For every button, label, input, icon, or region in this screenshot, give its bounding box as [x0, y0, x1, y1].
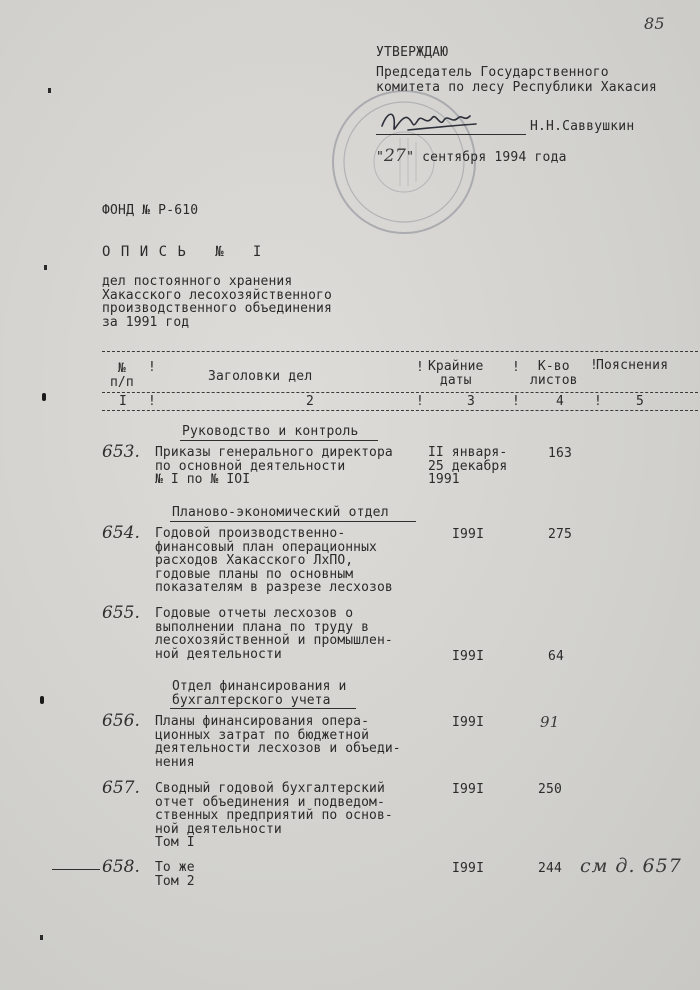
inventory-description: дел постоянного хранения Хакасского лесохозяйственного производственного объединения за 1991 год [102, 274, 332, 330]
case-title: Приказы генерального директора по основной деятельности № I по № IOI [155, 445, 393, 487]
section-underline [170, 708, 356, 709]
date-rest: сентября 1994 года [422, 150, 567, 165]
case-title: Сводный годовой бухгалтерский отчет объединения и подведом- ственных предприятий по основ- ной деятельности Том I [155, 781, 393, 850]
col-number-4: 4 [556, 394, 565, 409]
signature-line [376, 134, 526, 135]
binding-hole-mark [40, 696, 44, 704]
col-separator-1: ! [148, 394, 157, 409]
header-separator-3: ! [512, 360, 521, 375]
case-dates: I99I [452, 649, 485, 664]
approval-position-line1: Председатель Государственного [376, 65, 609, 80]
case-sheets: 244 [538, 861, 563, 876]
col-separator-2: ! [416, 394, 425, 409]
header-top-rule [102, 351, 698, 352]
case-sheets: 64 [548, 649, 565, 664]
case-number: 654. [102, 523, 140, 543]
fond-number: ФОНД № Р-610 [102, 203, 199, 218]
case-dates: I99I [452, 527, 485, 542]
section-title: Отдел финансирования и бухгалтерского учета [172, 679, 347, 708]
case-title: Планы финансирования опера- ционных затрат по бюджетной деятельности лесхозов и объеди- нения [155, 714, 401, 770]
col-number-1: I [119, 394, 128, 409]
handwritten-signature [378, 104, 488, 138]
col-number-3: 3 [467, 394, 476, 409]
header-mid-rule [102, 392, 698, 393]
header-bottom-rule [102, 410, 698, 411]
header-separator-1: ! [148, 360, 157, 375]
section-underline [170, 521, 416, 522]
case-number: 656. [102, 711, 140, 731]
page-number: 85 [644, 14, 665, 33]
col-number-2: 2 [306, 394, 315, 409]
margin-speck [40, 935, 43, 940]
case-number: 657. [102, 778, 140, 798]
col-separator-3: ! [512, 394, 521, 409]
inventory-title: О П И С Ь № I [102, 244, 263, 260]
col-separator-4: ! [594, 394, 603, 409]
case-title: Годовые отчеты лесхозов о выполнении плана по труду в лесохозяйственной и промышлен- ной деятельности [155, 606, 393, 662]
header-separator-4: ! [590, 358, 599, 373]
section-title: Руководство и контроль [182, 424, 359, 439]
case-number: 653. [102, 442, 140, 462]
case-title: То же Том 2 [155, 860, 195, 889]
case-dates: I99I [452, 782, 485, 797]
margin-pointer-line [52, 869, 100, 870]
signer-name: Н.Н.Саввушкин [530, 119, 635, 134]
margin-speck [44, 265, 47, 270]
case-sheets: 163 [548, 446, 573, 461]
section-title: Планово-экономический отдел [172, 505, 389, 520]
date-day: 27 [384, 146, 407, 166]
case-sheets: 275 [548, 527, 573, 542]
approval-title: УТВЕРЖДАЮ [376, 45, 449, 60]
case-number: 655. [102, 603, 140, 623]
approval-date: "27" сентября 1994 года [376, 146, 567, 166]
case-sheets: 91 [540, 713, 560, 731]
header-title: Заголовки дел [208, 369, 313, 384]
header-separator-2: ! [416, 360, 425, 375]
case-number: 658. [102, 857, 140, 877]
header-num: № п/п [110, 361, 134, 390]
case-note-handwritten: см д. 657 [580, 855, 682, 877]
approval-position-line2: комитета по лесу Республики Хакасия [376, 80, 657, 95]
binding-hole-mark [42, 393, 46, 401]
section-underline [180, 440, 378, 441]
case-title: Годовой производственно- финансовый план операционных расходов Хакасского ЛхПО, годовые планы по основным показателям в разрезе лесхозов [155, 526, 393, 595]
margin-speck [48, 88, 51, 93]
case-sheets: 250 [538, 782, 563, 797]
header-dates: Крайние даты [428, 359, 484, 388]
case-dates: II января- 25 декабря 1991 [428, 445, 508, 487]
col-number-5: 5 [636, 394, 645, 409]
header-sheets: К-во листов [530, 359, 578, 388]
case-dates: I99I [452, 861, 485, 876]
header-notes: Пояснения [596, 358, 669, 373]
case-dates: I99I [452, 715, 485, 730]
